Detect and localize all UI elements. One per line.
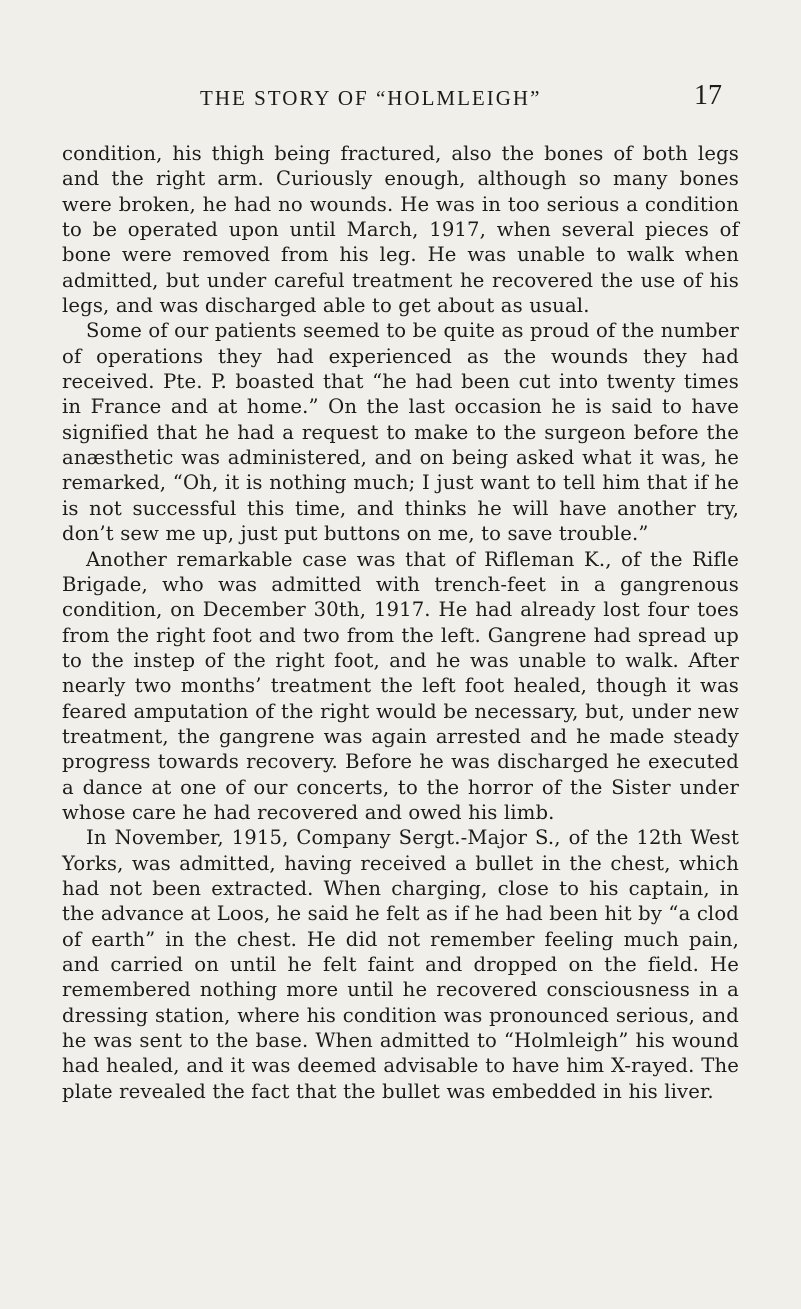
running-title: THE STORY OF “HOLMLEIGH” [200,86,542,110]
paragraph-sergeant-major: In November, 1915, Company Sergt.-Major S., of the 12th West Yorks, was admitted, having received a bullet in the chest, which had not been extracted. When charging, close to his captain, in the advance at Loos, he said he felt as if he had been hit by “a clod of earth” in the chest. He did not remember feeling much pain, and carried on until he felt faint and dropped on the field. He remembered nothing more until he recovered consciousness in a dressing station, where his condition was pronounced serious, and he was sent to the base. When admitted to “Holmleigh” his wound had healed, and it was deemed advisable to have him X-rayed. The plate revealed the fact that the bullet was embedded in his liver. [62,826,739,1103]
page-number: 17 [694,80,722,111]
paragraph-operations: Some of our patients seemed to be quite as proud of the number of operations they had experienced as the wounds they had received. Pte. P. boasted that “he had been cut into twenty times in France and at home.” On the last occasion he is said to have signified that he had a request to make to the surgeon before the anæsthetic was administered, and on being asked what it was, he remarked, “Oh, it is nothing much; I just want to tell him that if he is not successful this time, and thinks he will have another try, don’t sew me up, just put buttons on me, to save trouble.” [62,319,739,546]
body-text [62,141,739,1104]
paragraph-continuation: condition, his thigh being fractured, also the bones of both legs and the right arm. Curiously enough, although so many bones were broken, he had no wounds. He was in too serious a condition to be operated upon until March, 1917, when several pieces of bone were removed from his leg. He was unable to walk when admitted, but under careful treatment he recovered the use of his legs, and was discharged able to get about as usual. [62,142,739,318]
page-header [150,80,730,126]
paragraph-rifleman: Another remarkable case was that of Rifleman K., of the Rifle Brigade, who was admitted with trench-feet in a gangrenous condition, on December 30th, 1917. He had already lost four toes from the right foot and two from the left. Gangrene had spread up to the instep of the right foot, and he was unable to walk. After nearly two months’ treatment the left foot healed, though it was feared amputation of the right would be necessary, but, under new treatment, the gangrene was again arrested and he made steady progress towards recovery. Before he was discharged he executed a dance at one of our concerts, to the horror of the Sister under whose care he had recovered and owed his limb. [62,547,739,824]
